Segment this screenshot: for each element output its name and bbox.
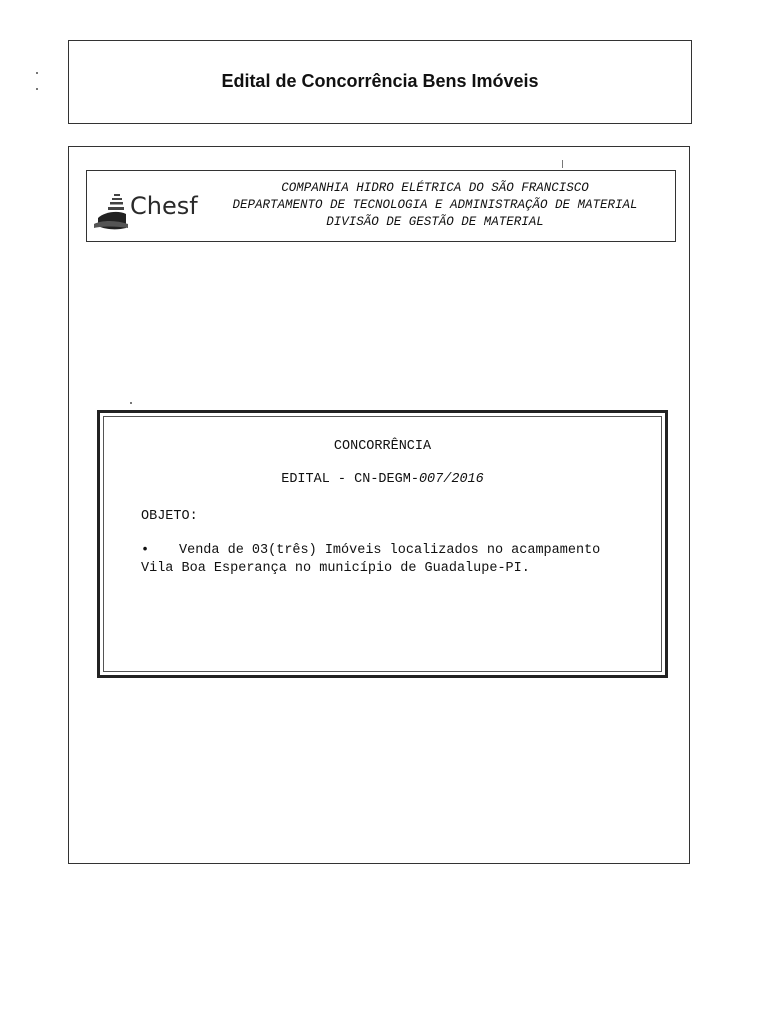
notice-box-inner	[103, 416, 662, 672]
letterhead-text	[200, 180, 670, 231]
objeto-line-2: Vila Boa Esperança no município de Guadalupe-PI.	[141, 561, 530, 576]
notice-box	[97, 410, 668, 678]
scan-speck	[562, 160, 563, 168]
company-name: COMPANHIA HIDRO ELÉTRICA DO SÃO FRANCISCO	[281, 181, 589, 195]
edital-number-line	[104, 472, 661, 487]
scan-speck	[130, 402, 132, 404]
scan-speck	[36, 72, 38, 74]
objeto-line-1	[141, 543, 600, 558]
edital-prefix: EDITAL - CN-DEGM-	[281, 472, 419, 487]
chesf-logo-icon	[90, 188, 130, 234]
notice-heading: CONCORRÊNCIA	[333, 439, 432, 454]
department-name: DEPARTAMENTO DE TECNOLOGIA E ADMINISTRAÇÃO DE MATERIAL	[232, 198, 638, 212]
chesf-logo	[90, 188, 200, 234]
edital-number: 007/2016	[418, 472, 484, 487]
document-title: Edital de Concorrência Bens Imóveis	[221, 71, 539, 91]
document-title-box	[68, 40, 692, 124]
logo-wordmark: Chesf	[130, 192, 198, 220]
objeto-label: OBJETO:	[141, 509, 198, 524]
scan-speck	[36, 88, 38, 90]
bullet-icon: •	[141, 543, 150, 558]
objeto-text-1: Venda de 03(três) Imóveis localizados no acampamento	[179, 543, 601, 558]
division-name: DIVISÃO DE GESTÃO DE MATERIAL	[326, 215, 544, 229]
